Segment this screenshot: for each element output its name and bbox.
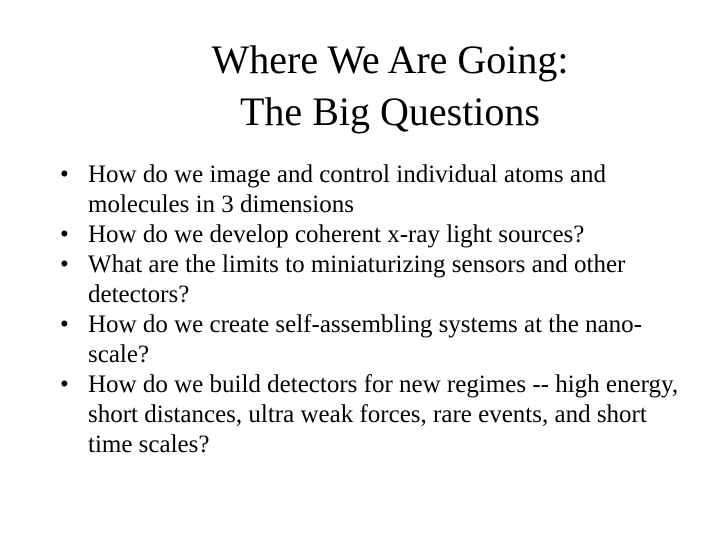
bullet-text: How do we develop coherent x-ray light sources?	[88, 221, 585, 248]
bullet-text: How do we build detectors for new regimes -- high energy, short distances, ultra weak forces, rare events, and short time scales?	[88, 371, 679, 458]
slide-title-line-1: Where We Are Going:	[211, 37, 569, 82]
bullet-icon: •	[60, 251, 69, 278]
bullet-icon: •	[60, 161, 69, 188]
bullet-icon: •	[60, 371, 69, 398]
bullet-item	[60, 250, 680, 310]
bullet-text: How do we image and control individual atoms and molecules in 3 dimensions	[88, 161, 606, 218]
bullet-item	[60, 220, 680, 250]
bullet-item	[60, 310, 680, 370]
bullet-item	[60, 160, 680, 220]
bullet-icon: •	[60, 311, 69, 338]
bullet-item	[60, 370, 680, 460]
bullet-icon: •	[60, 221, 69, 248]
bullet-list	[60, 160, 680, 460]
slide-title	[150, 34, 630, 138]
slide-title-line-2: The Big Questions	[240, 89, 540, 134]
bullet-text: What are the limits to miniaturizing sensors and other detectors?	[88, 251, 626, 308]
bullet-text: How do we create self-assembling systems at the nano-scale?	[88, 311, 643, 368]
